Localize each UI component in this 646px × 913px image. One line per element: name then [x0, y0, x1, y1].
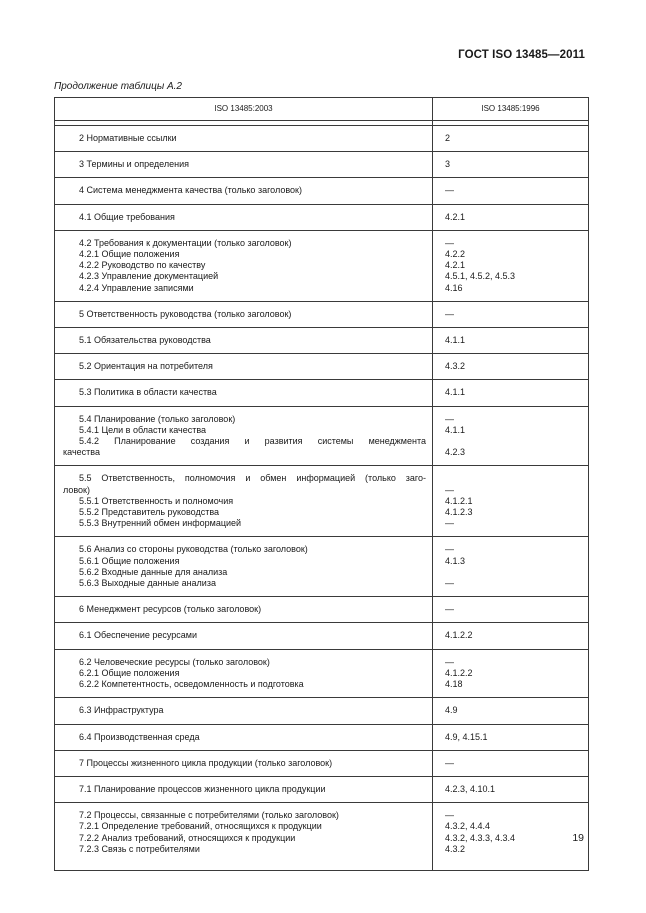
clause-line: 5.5.1 Ответственность и полномочия: [79, 495, 234, 506]
reference-line: 4.5.1, 4.5.2, 4.5.3: [445, 271, 516, 282]
clause-line-continuation: ловок): [63, 484, 90, 495]
clause-line: 5.4.2 Планирование создания и развития системы менеджмента: [79, 436, 426, 447]
table-cell-iso-1996: [433, 406, 589, 466]
clause-line: 6.4 Производственная среда: [79, 731, 200, 742]
reference-line: —: [445, 544, 454, 555]
clause-line: 6 Менеджмент ресурсов (только заголовок): [79, 604, 262, 615]
clause-line: 7.2.1 Определение требований, относящихся к продукции: [79, 821, 322, 832]
table-cell-iso-1996: [433, 776, 589, 802]
table-row: [55, 380, 589, 406]
table-row: [55, 328, 589, 354]
reference-line: —: [445, 518, 454, 529]
reference-line: 4.2.1: [445, 211, 466, 222]
table-cell-iso-2003: [55, 466, 433, 537]
clause-line: 5.1 Обязательства руководства: [79, 335, 211, 346]
reference-line: 4.2.3: [445, 447, 466, 458]
table-cell-iso-1996: [433, 466, 589, 537]
clause-line: 4.2.4 Управление записями: [79, 282, 194, 293]
table-cell-iso-2003: [55, 230, 433, 301]
reference-line: —: [445, 237, 454, 248]
clause-line: 6.2 Человеческие ресурсы (только заголовок): [79, 656, 270, 667]
table-row: [55, 406, 589, 466]
table-row: [55, 623, 589, 649]
clause-line: 5.2 Ориентация на потребителя: [79, 361, 213, 372]
clause-line: 5.5 Ответственность, полномочия и обмен информацией (только заго-: [79, 473, 426, 484]
table-cell-iso-2003: [55, 597, 433, 623]
clause-line: 4 Система менеджмента качества (только заголовок): [79, 185, 302, 196]
reference-line: —: [445, 578, 454, 589]
reference-line: —: [445, 604, 454, 615]
clause-line: 5.5.3 Внутренний обмен информацией: [79, 518, 242, 529]
reference-line: 4.1.2.1: [445, 495, 473, 506]
clause-line: 7.2.3 Связь с потребителями: [79, 843, 200, 854]
table-cell-iso-1996: [433, 178, 589, 204]
column-header-iso-2003: ISO 13485:2003: [55, 98, 433, 121]
table-header-row: [55, 98, 589, 121]
reference-line-empty: [445, 567, 584, 578]
table-cell-iso-2003: [55, 126, 433, 152]
clause-line: 5.4.1 Цели в области качества: [79, 424, 207, 435]
table-cell-iso-1996: [433, 649, 589, 698]
table-cell-iso-2003: [55, 301, 433, 327]
table-cell-iso-2003: [55, 328, 433, 354]
clause-line: 5.4 Планирование (только заголовок): [79, 413, 236, 424]
table-cell-iso-2003: [55, 354, 433, 380]
table-cell-iso-1996: [433, 204, 589, 230]
clause-line: 5.5.2 Представитель руководства: [79, 507, 220, 518]
clause-line: 7 Процессы жизненного цикла продукции (только заголовок): [79, 757, 333, 768]
reference-line-empty: [445, 473, 584, 484]
table-cell-iso-1996: [433, 328, 589, 354]
clause-line: 6.3 Инфраструктура: [79, 705, 164, 716]
table-cell-iso-1996: [433, 230, 589, 301]
reference-line: —: [445, 308, 454, 319]
table-cell-iso-2003: [55, 380, 433, 406]
table-cell-iso-2003: [55, 152, 433, 178]
table-cell-iso-2003: [55, 803, 433, 871]
table-row: [55, 152, 589, 178]
reference-line: 4.1.1: [445, 424, 466, 435]
reference-line: 4.2.1: [445, 260, 466, 271]
table-cell-iso-2003: [55, 724, 433, 750]
reference-line: 4.3.2, 4.4.4: [445, 821, 491, 832]
table-cell-iso-1996: [433, 152, 589, 178]
table-cell-iso-2003: [55, 776, 433, 802]
reference-line: 4.2.2: [445, 249, 466, 260]
reference-line: 4.9, 4.15.1: [445, 731, 488, 742]
table-row: [55, 698, 589, 724]
table-row: [55, 597, 589, 623]
clause-line: 2 Нормативные ссылки: [79, 133, 177, 143]
clause-line: 6.2.1 Общие положения: [79, 667, 180, 678]
reference-line: 2: [445, 133, 451, 143]
reference-line: —: [445, 656, 454, 667]
table-row: [55, 301, 589, 327]
column-header-iso-1996: ISO 13485:1996: [433, 98, 589, 121]
table-cell-iso-1996: [433, 623, 589, 649]
table-row: [55, 776, 589, 802]
table-cell-iso-2003: [55, 406, 433, 466]
reference-line: 4.2.3, 4.10.1: [445, 783, 496, 794]
clause-line: 5.6.2 Входные данные для анализа: [79, 566, 228, 577]
table-cell-iso-1996: [433, 301, 589, 327]
reference-line: 4.16: [445, 282, 463, 293]
table-row: [55, 204, 589, 230]
clause-line: 4.2.3 Управление документацией: [79, 271, 219, 282]
table-row: [55, 724, 589, 750]
correspondence-table: [54, 97, 589, 871]
clause-line: 4.1 Общие требования: [79, 211, 175, 222]
clause-line: 5 Ответственность руководства (только заголовок): [79, 308, 292, 319]
table-cell-iso-1996: [433, 698, 589, 724]
table-row: [55, 537, 589, 597]
clause-line: 3 Термины и определения: [79, 159, 189, 170]
reference-line: 4.1.2.3: [445, 507, 473, 518]
reference-line: 4.1.1: [445, 387, 466, 398]
reference-line: 4.3.2: [445, 361, 466, 372]
table-cell-iso-1996: [433, 380, 589, 406]
clause-line: 7.2.2 Анализ требований, относящихся к продукции: [79, 832, 296, 843]
table-cell-iso-1996: [433, 724, 589, 750]
table-cell-iso-2003: [55, 204, 433, 230]
reference-line: 4.9: [445, 705, 458, 716]
clause-line: 4.2.2 Руководство по качеству: [79, 260, 206, 271]
table-cell-iso-1996: [433, 750, 589, 776]
table-cell-iso-1996: [433, 597, 589, 623]
table-row: [55, 126, 589, 152]
table-row: [55, 354, 589, 380]
table-row: [55, 803, 589, 871]
page-number: 19: [572, 832, 584, 844]
reference-line: 3: [445, 159, 451, 170]
reference-line: —: [445, 757, 454, 768]
table-cell-iso-2003: [55, 698, 433, 724]
reference-line-empty: [445, 436, 584, 447]
table-cell-iso-1996: [433, 803, 589, 871]
reference-line: 4.1.3: [445, 555, 466, 566]
reference-line: 4.1.1: [445, 335, 466, 346]
clause-line: 5.3 Политика в области качества: [79, 387, 217, 398]
table-cell-iso-1996: [433, 126, 589, 152]
reference-line: —: [445, 810, 454, 821]
table-cell-iso-2003: [55, 178, 433, 204]
reference-line: 4.3.2, 4.3.3, 4.3.4: [445, 832, 516, 843]
table-cell-iso-1996: [433, 354, 589, 380]
clause-line: 7.1 Планирование процессов жизненного цикла продукции: [79, 783, 326, 794]
clause-line: 5.6.1 Общие положения: [79, 555, 180, 566]
table-caption: Продолжение таблицы А.2: [54, 81, 182, 92]
reference-line: —: [445, 185, 454, 196]
table-cell-iso-2003: [55, 537, 433, 597]
document-standard-header: ГОСТ ISO 13485—2011: [458, 49, 585, 61]
reference-line: —: [445, 484, 454, 495]
table-row: [55, 750, 589, 776]
table-cell-iso-2003: [55, 750, 433, 776]
clause-line: 5.6 Анализ со стороны руководства (только заголовок): [79, 544, 308, 555]
table-cell-iso-2003: [55, 649, 433, 698]
reference-line: 4.3.2: [445, 843, 466, 854]
clause-line-continuation: качества: [63, 447, 100, 458]
clause-line: 6.1 Обеспечение ресурсами: [79, 630, 197, 641]
table-row: [55, 178, 589, 204]
table-row: [55, 649, 589, 698]
clause-line: 4.2 Требования к документации (только заголовок): [79, 237, 292, 248]
clause-line: 7.2 Процессы, связанные с потребителями (только заголовок): [79, 810, 339, 821]
table-row: [55, 466, 589, 537]
table-cell-iso-2003: [55, 623, 433, 649]
reference-line: 4.18: [445, 679, 463, 690]
reference-line: —: [445, 413, 454, 424]
clause-line: 5.6.3 Выходные данные анализа: [79, 578, 216, 589]
reference-line: 4.1.2.2: [445, 630, 473, 641]
table-row: [55, 230, 589, 301]
reference-line: 4.1.2.2: [445, 667, 473, 678]
clause-line: 4.2.1 Общие положения: [79, 249, 180, 260]
clause-line: 6.2.2 Компетентность, осведомленность и подготовка: [79, 679, 304, 690]
table-cell-iso-1996: [433, 537, 589, 597]
